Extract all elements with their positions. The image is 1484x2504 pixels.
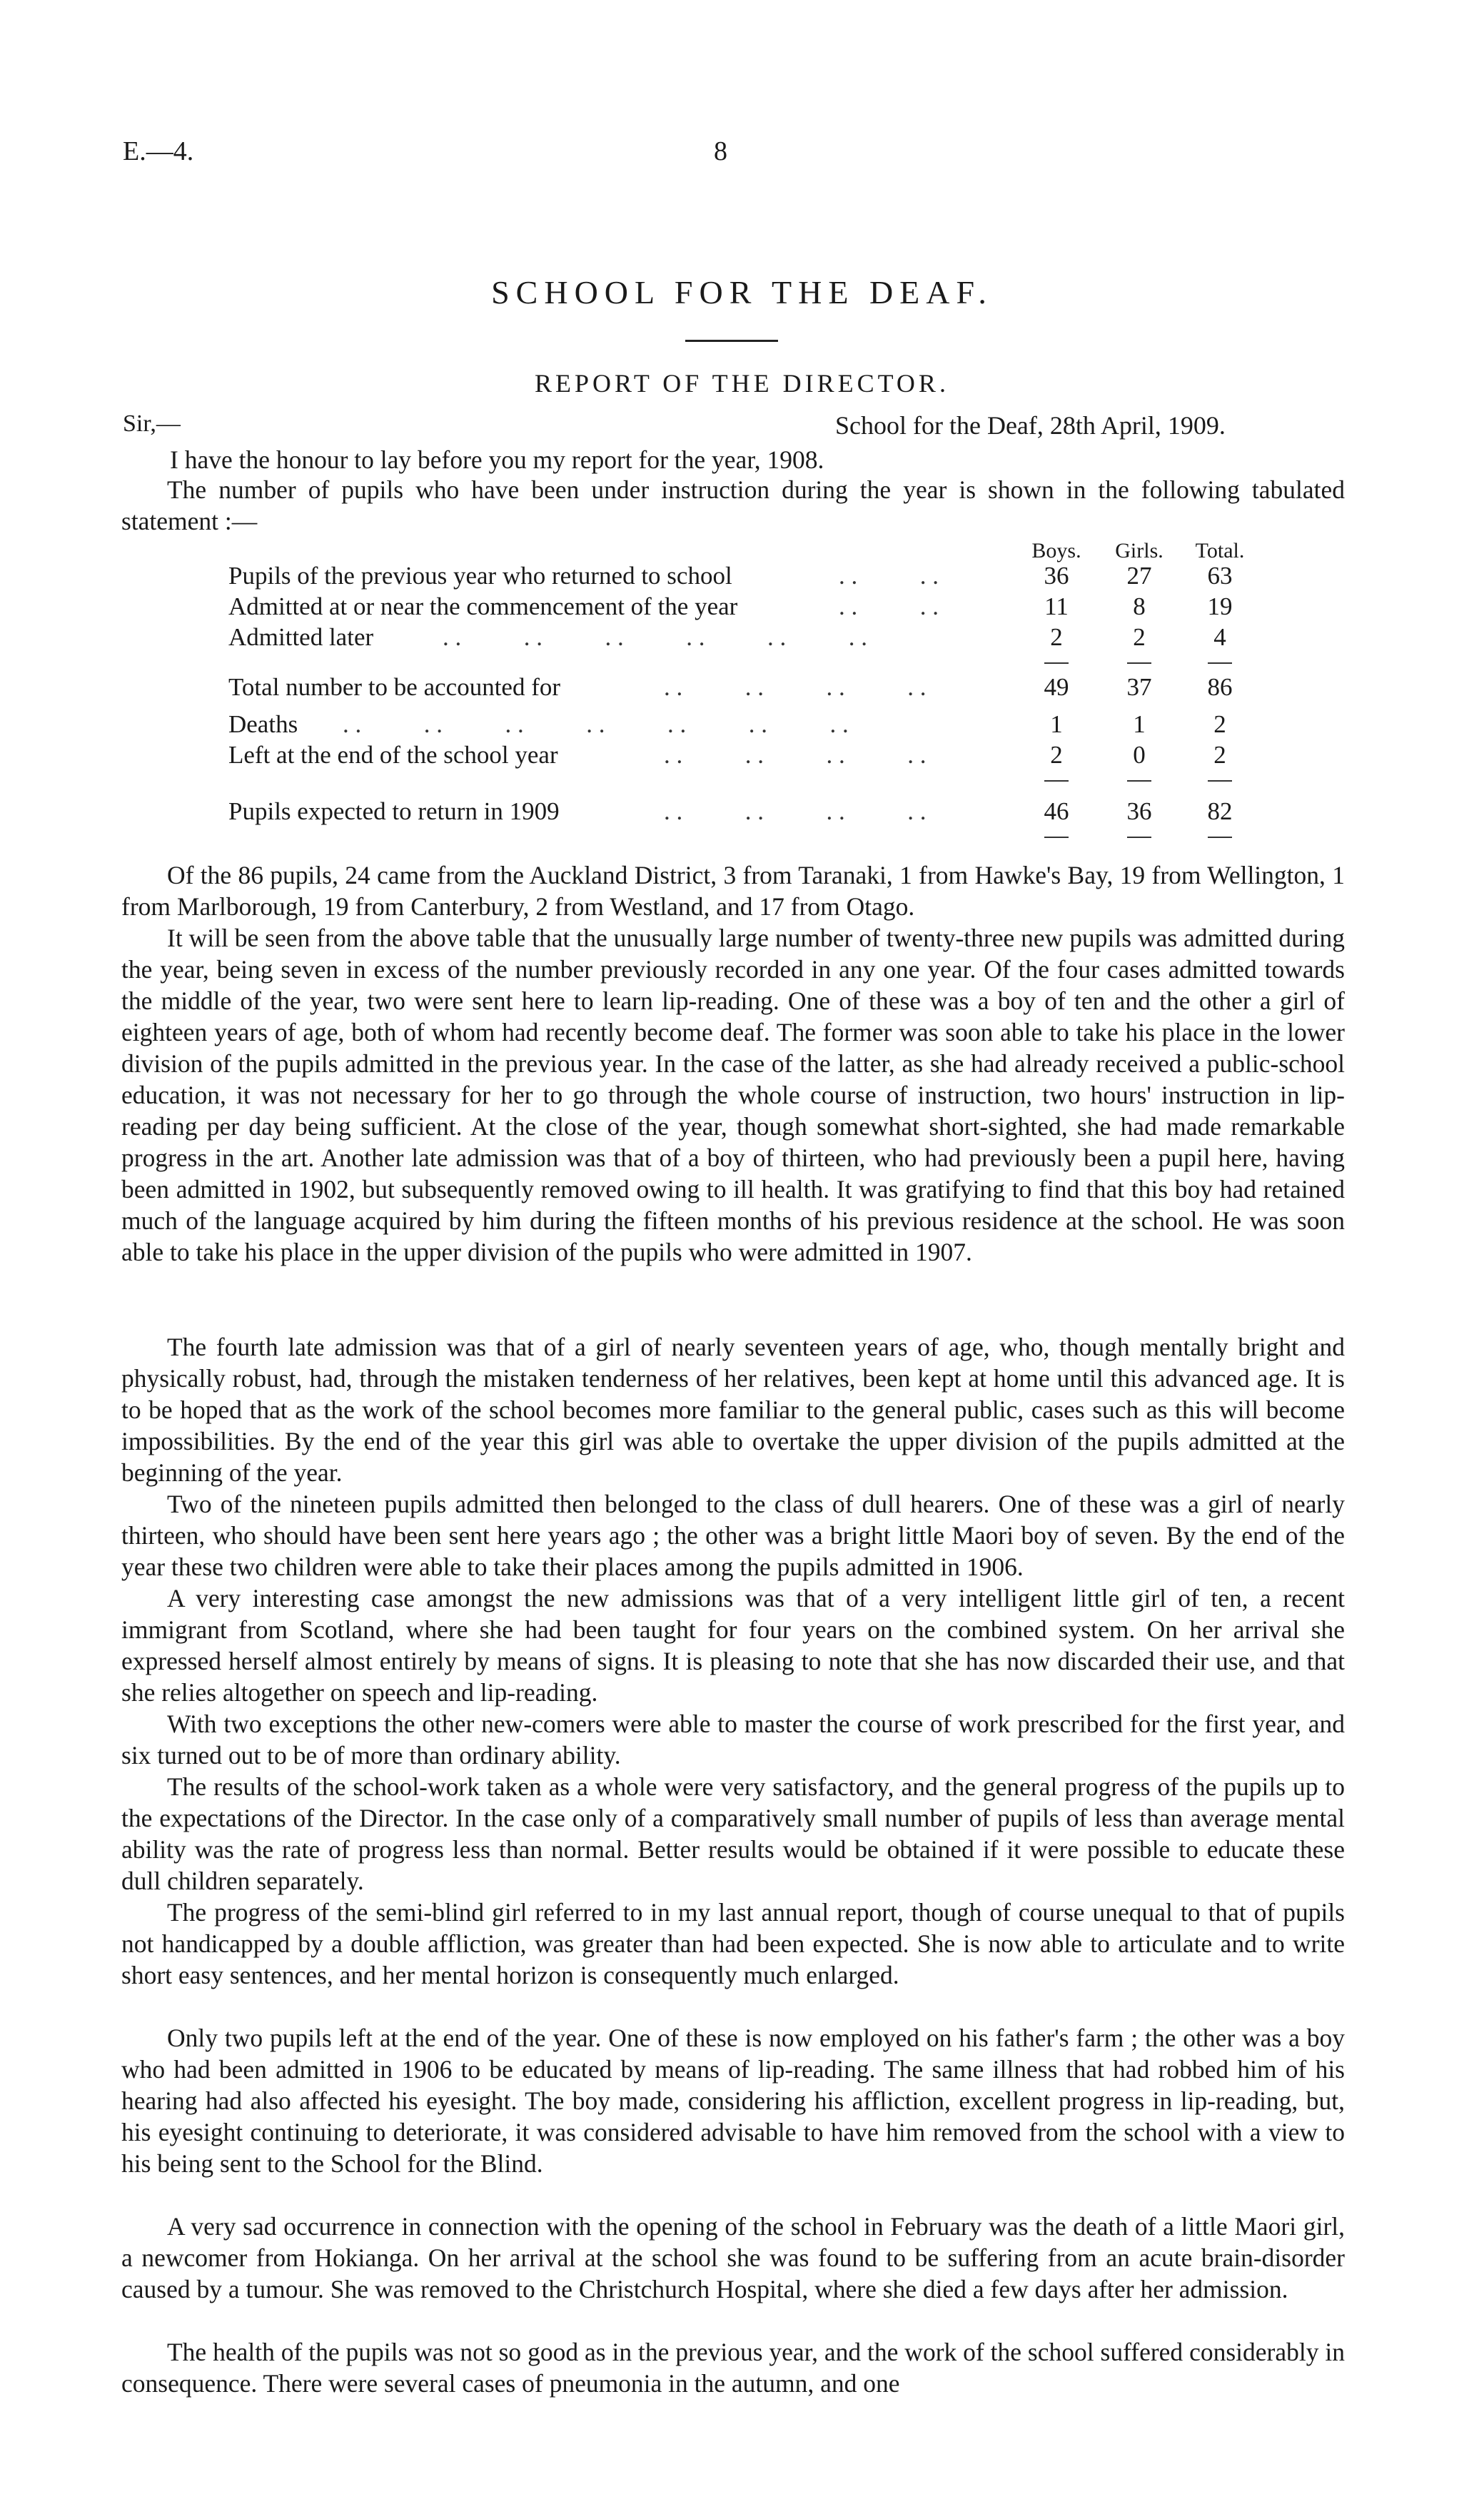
leader-dots: . . . . . . . . (664, 797, 927, 825)
title-divider (685, 340, 778, 342)
intro-table-lead: The number of pupils who have been under instruction during the year is shown in the following tabulated statement :— (121, 475, 1345, 535)
cell-total: 63 (1207, 562, 1233, 590)
cell-total: 2 (1213, 710, 1226, 738)
cell-girls: 2 (1133, 623, 1146, 651)
cell-boys: 2 (1050, 741, 1063, 769)
cell-girls: 8 (1133, 592, 1146, 620)
sum-rule (1127, 780, 1151, 782)
leader-dots: . . . . (839, 592, 939, 620)
paragraph-scottish-girl: A very interesting case amongst the new admissions was that of a very intelligent little girl of ten, a recent immigrant from Scotland, where she had been taught for four years on the combined system. On her arrival she expressed herself almost entirely by means of signs. It is pleasing to note that she has now discarded their use, and that she relies altogether on speech and lip-reading. (121, 1584, 1345, 1707)
paragraph-late-admission: The fourth late admission was that of a girl of nearly seventeen years of age, who, though mentally bright and physically robust, had, through the mistaken tenderness of her relatives, been kept at home until this advanced age. It is to be hoped that as the work of the school becomes more familiar to the general public, cases such as this will become impossibilities. By the end of the year this girl was able to overtake the upper division of the pupils admitted at the beginning of the year. (121, 1333, 1345, 1487)
cell-boys: 49 (1044, 673, 1069, 701)
column-header-boys: Boys. (1031, 539, 1081, 562)
paragraph-school-work: The results of the school-work taken as a whole were very satisfactory, and the general progress of the pupils up to the expectations of the Director. In the case only of a comparatively small number of pupils of less than average mental ability was the rate of progress less than normal. Better results would be obtained if it were possible to educate these dull children separately. (121, 1772, 1345, 1895)
leader-dots: . . . . . . . . . . . . . . (343, 710, 849, 738)
paragraph-sad-occurrence: A very sad occurrence in connection with the opening of the school in February was the death of a little Maori girl, a newcomer from Hokianga. On her arrival at the school she was found to be suffering from an acute brain-disorder caused by a tumour. She was removed to the Christchurch Hospital, where she died a few days after her admission. (121, 2212, 1345, 2303)
total-rule (1127, 837, 1151, 838)
cell-girls: 1 (1133, 710, 1146, 738)
salutation: Sir,— (123, 410, 181, 437)
column-header-total: Total. (1195, 539, 1245, 562)
table-row-label: Pupils expected to return in 1909 (228, 797, 560, 825)
total-rule (1208, 837, 1232, 838)
leader-dots: . . . . . . . . (664, 673, 927, 701)
cell-girls: 36 (1126, 797, 1152, 825)
sum-rule (1208, 780, 1232, 782)
paragraph-districts: Of the 86 pupils, 24 came from the Auckland District, 3 from Taranaki, 1 from Hawke's Bay, 19 from Wellington, 1 from Marlborough, 19 from Canterbury, 2 from Westland, and 17 from Otago. (121, 861, 1345, 921)
paragraph-admissions: It will be seen from the above table that the unusually large number of twenty-three new pupils was admitted during the year, being seven in excess of the number previously recorded in any one year. Of the four cases admitted towards the middle of the year, two were sent here to learn lip-reading. One of these was a boy of ten and the other a girl of eighteen years of age, both of whom had recently become deaf. The former was soon able to take his place in the lower division of the pupils admitted in the previous year. In the case of the latter, as she had already received a public-school education, it was not necessary for her to go through the whole course of instruction, two hours' instruction in lip-reading per day being sufficient. At the close of the year, though somewhat short-sighted, she had made remarkable progress in the art. Another late admission was that of a boy of thirteen, who had previously been a pupil here, having been admitted in 1902, but subsequently removed owing to ill health. It was gratifying to find that this boy had retained much of the language acquired by him during the fifteen months of his previous residence at the school. He was soon able to take his place in the upper division of the pupils who were admitted in 1907. (121, 924, 1345, 1266)
sum-rule (1044, 662, 1069, 664)
table-row-label: Left at the end of the school year (228, 741, 558, 769)
cell-total: 82 (1207, 797, 1233, 825)
cell-girls: 37 (1126, 673, 1152, 701)
column-header-girls: Girls. (1115, 539, 1164, 562)
cell-boys: 36 (1044, 562, 1069, 590)
table-row-label: Deaths (228, 710, 298, 738)
leader-dots: . . . . . . . . (664, 741, 927, 769)
paragraph-health: The health of the pupils was not so good as in the previous year, and the work of the school suffered considerably in consequence. There were several cases of pneumonia in the autumn, and one (121, 2338, 1345, 2398)
sum-rule (1208, 662, 1232, 664)
report-subtitle: REPORT OF THE DIRECTOR. (535, 369, 949, 398)
document-reference: E.—4. (123, 136, 194, 166)
table-row-label: Pupils of the previous year who returned to school (228, 562, 732, 590)
table-row-label: Total number to be accounted for (228, 673, 561, 701)
sum-rule (1127, 662, 1151, 664)
sum-rule (1044, 780, 1069, 782)
page-number: 8 (714, 136, 727, 166)
paragraph-new-comers: With two exceptions the other new-comers were able to master the course of work prescribed for the first year, and six turned out to be of more than ordinary ability. (121, 1710, 1345, 1770)
table-row-label: Admitted at or near the commencement of the year (228, 592, 738, 620)
paragraph-dull-hearers: Two of the nineteen pupils admitted then belonged to the class of dull hearers. One of these was a girl of nearly thirteen, who should have been sent here years ago ; the other was a bright little Maori boy of seven. By the end of the year these two children were able to take their places among the pupils admitted in 1906. (121, 1490, 1345, 1581)
total-rule (1044, 837, 1069, 838)
cell-total: 86 (1207, 673, 1233, 701)
cell-boys: 1 (1050, 710, 1063, 738)
paragraph-semi-blind: The progress of the semi-blind girl referred to in my last annual report, though of course unequal to that of pupils not handicapped by a double affliction, was greater than had been expected. She is now able to articulate and to write short easy sentences, and her mental horizon is consequently much enlarged. (121, 1898, 1345, 1989)
page-title: SCHOOL FOR THE DEAF. (491, 274, 993, 311)
table-row-label: Admitted later (228, 623, 374, 651)
cell-boys: 46 (1044, 797, 1069, 825)
cell-total: 4 (1213, 623, 1226, 651)
cell-boys: 11 (1044, 592, 1069, 620)
cell-total: 2 (1213, 741, 1226, 769)
leader-dots: . . . . . . . . . . . . (443, 623, 867, 651)
cell-girls: 0 (1133, 741, 1146, 769)
cell-boys: 2 (1050, 623, 1063, 651)
intro-sentence: I have the honour to lay before you my report for the year, 1908. (170, 445, 824, 474)
cell-total: 19 (1207, 592, 1233, 620)
paragraph-pupils-left: Only two pupils left at the end of the year. One of these is now employed on his father's farm ; the other was a boy who had been admitted in 1906 to be educated by means of lip-reading. The same illness that had robbed him of his hearing had also affected his eyesight. The boy made, considering his affliction, excellent progress in lip-reading, but, his eyesight continuing to deteriorate, it was considered advisable to have him removed from the school with a view to his being sent to the School for the Blind. (121, 2024, 1345, 2178)
leader-dots: . . . . (839, 562, 939, 590)
cell-girls: 27 (1126, 562, 1152, 590)
dateline: School for the Deaf, 28th April, 1909. (835, 411, 1226, 440)
